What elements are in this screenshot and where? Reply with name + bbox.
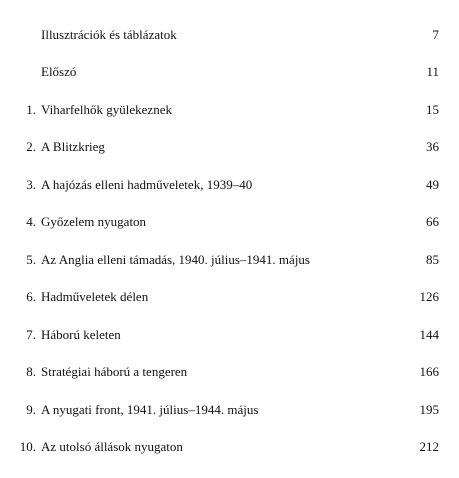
toc-entry [0, 175, 459, 195]
toc-entry-title: A hajózás elleni hadműveletek, 1939–40 [41, 177, 253, 192]
toc-entry-page: 166 [419, 364, 439, 379]
toc-entry-page: 15 [426, 102, 439, 117]
toc-entry [0, 400, 459, 420]
toc-entry [0, 287, 459, 307]
toc-entry-page: 195 [419, 402, 439, 417]
toc-entry-number: 7. [26, 327, 36, 342]
toc-entry [0, 362, 459, 382]
toc-entry-number: 9. [26, 402, 36, 417]
toc-entry [0, 25, 459, 45]
toc-entry-page: 85 [426, 252, 439, 267]
toc-entry-title: A nyugati front, 1941. július–1944. május [41, 402, 259, 417]
toc-entry-number: 1. [26, 102, 36, 117]
toc-entry-title: Illusztrációk és táblázatok [41, 27, 177, 42]
toc-entry-title: Az utolsó állások nyugaton [41, 439, 183, 454]
toc-entry-page: 7 [432, 27, 439, 42]
toc-entry-page: 36 [426, 139, 439, 154]
toc-entry [0, 62, 459, 82]
toc-entry-title: Győzelem nyugaton [41, 214, 147, 229]
toc-entry-number: 10. [19, 439, 36, 454]
toc-entry-number: 8. [26, 364, 36, 379]
toc-entry [0, 137, 459, 157]
toc-entry-page: 66 [426, 214, 439, 229]
toc-entry-title: Háború keleten [41, 327, 121, 342]
toc-entry-page: 49 [426, 177, 439, 192]
toc-entry [0, 100, 459, 120]
toc-entry-title: Stratégiai háború a tengeren [41, 364, 188, 379]
toc-entry-number: 4. [26, 214, 36, 229]
toc-entry-title: Az Anglia elleni támadás, 1940. július–1941. május [41, 252, 310, 267]
toc-entry-page: 126 [419, 289, 439, 304]
toc-entry [0, 212, 459, 232]
toc-entry [0, 250, 459, 270]
toc-entry-number: 5. [26, 252, 36, 267]
toc-entry [0, 437, 459, 457]
toc-entry [0, 325, 459, 345]
toc-entry-title: Hadműveletek délen [41, 289, 149, 304]
toc-entry-page: 212 [419, 439, 439, 454]
toc-entry-title: A Blitzkrieg [41, 139, 105, 154]
toc-entry-number: 3. [26, 177, 36, 192]
toc-entry-title: Viharfelhők gyülekeznek [41, 102, 172, 117]
toc-entry-page: 11 [426, 64, 439, 79]
toc-entry-number: 2. [26, 139, 36, 154]
toc-entry-number: 6. [26, 289, 36, 304]
toc-entry-title: Előszó [41, 64, 77, 79]
toc-entry-page: 144 [419, 327, 439, 342]
